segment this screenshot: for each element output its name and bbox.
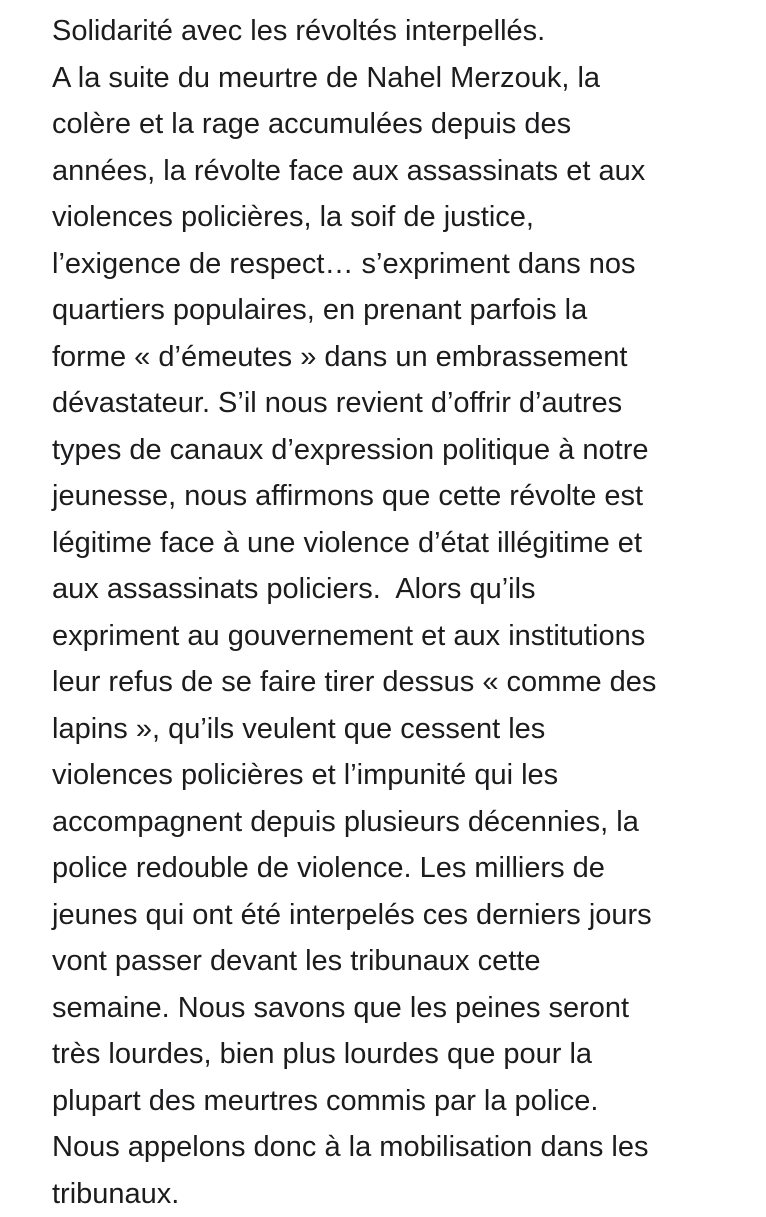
note-text-line: A la suite du meurtre de Nahel Merzouk, la — [52, 55, 752, 102]
note-text-line: accompagnent depuis plusieurs décennies, la — [52, 799, 752, 846]
note-text-line: leur refus de se faire tirer dessus « comme des — [52, 659, 752, 706]
note-title-line: Solidarité avec les révoltés interpellés. — [52, 8, 752, 55]
note-text-line: violences policières, la soif de justice, — [52, 194, 752, 241]
note-text-line: lapins », qu’ils veulent que cessent les — [52, 706, 752, 753]
note-text-line: années, la révolte face aux assassinats et aux — [52, 148, 752, 195]
note-text-line: l’exigence de respect… s’expriment dans nos — [52, 241, 752, 288]
note-text-line: semaine. Nous savons que les peines seront — [52, 985, 752, 1032]
note-text-line: violences policières et l’impunité qui les — [52, 752, 752, 799]
note-text-line: Nous appelons donc à la mobilisation dans les — [52, 1124, 752, 1171]
note-text-line: vont passer devant les tribunaux cette — [52, 938, 752, 985]
note-text-line: forme « d’émeutes » dans un embrassement — [52, 334, 752, 381]
note-text-line: dévastateur. S’il nous revient d’offrir d’autres — [52, 380, 752, 427]
note-text-line: colère et la rage accumulées depuis des — [52, 101, 752, 148]
note-text-line: jeunes qui ont été interpelés ces derniers jours — [52, 892, 752, 939]
note-text-line: quartiers populaires, en prenant parfois la — [52, 287, 752, 334]
note-text-line: types de canaux d’expression politique à notre — [52, 427, 752, 474]
note-text-line: légitime face à une violence d’état illégitime et — [52, 520, 752, 567]
note-text-line: plupart des meurtres commis par la police. — [52, 1078, 752, 1125]
note-body — [52, 8, 752, 1217]
note-text-line: jeunesse, nous affirmons que cette révolte est — [52, 473, 752, 520]
note-text-line: tribunaux. — [52, 1171, 752, 1217]
note-text-line: très lourdes, bien plus lourdes que pour la — [52, 1031, 752, 1078]
note-text-line: police redouble de violence. Les milliers de — [52, 845, 752, 892]
note-text-line: expriment au gouvernement et aux institutions — [52, 613, 752, 660]
note-text-line: aux assassinats policiers. Alors qu’ils — [52, 566, 752, 613]
